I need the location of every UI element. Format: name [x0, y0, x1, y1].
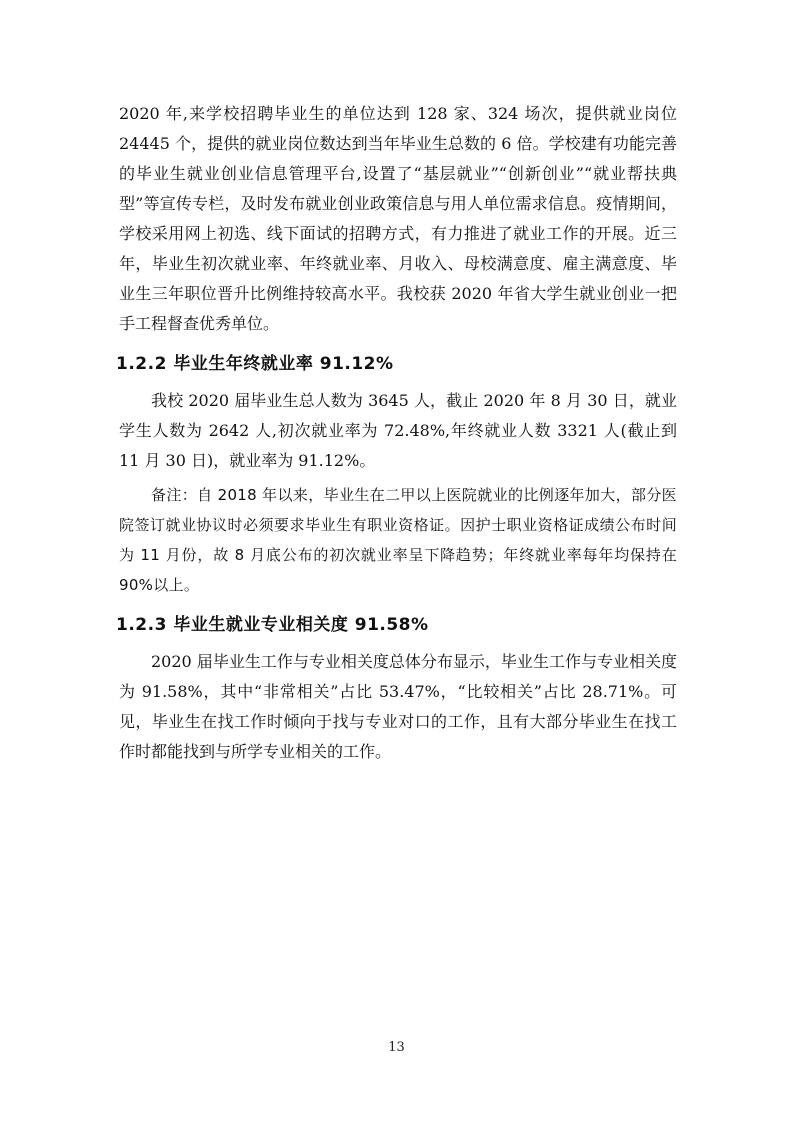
major-relevance-paragraph: 2020 届毕业生工作与专业相关度总体分布显示，毕业生工作与专业相关度为 91.58%，其中“非常相关”占比 53.47%，“比较相关”占比 28.71%。可见，毕业生在找工作时倾向于找与专业对口的工作，且有大部分毕业生在找工作时都能找到与所学专业相关的工作。	[119, 652, 677, 761]
employment-rate-paragraph: 我校 2020 届毕业生总人数为 3645 人，截止 2020 年 8 月 30 日，就业学生人数为 2642 人,初次就业率为 72.48%,年终就业人数 3321 人(截止到 11 月 30 日)，就业率为 91.12%。	[119, 391, 677, 470]
section-heading-1-2-3: 1.2.3 毕业生就业专业相关度 91.58%	[116, 615, 429, 635]
page-number: 13	[388, 1040, 405, 1055]
page-content	[116, 99, 677, 767]
intro-paragraph: 2020 年,来学校招聘毕业生的单位达到 128 家、324 场次，提供就业岗位 24445 个，提供的就业岗位数达到当年毕业生总数的 6 倍。学校建有功能完善的毕业生就业创业信息管理平台,设置了“基层就业”“创新创业”“就业帮扶典型”等宣传专栏，及时发布就业创业政策信息与用人单位需求信息。疫情期间，学校采用网上初选、线下面试的招聘方式，有力推进了就业工作的开展。近三年，毕业生初次就业率、年终就业率、月收入、母校满意度、雇主满意度、毕业生三年职位晋升比例维持较高水平。我校获 2020 年省大学生就业创业一把手工程督查优秀单位。	[119, 104, 677, 333]
section-heading-1-2-2: 1.2.2 毕业生年终就业率 91.12%	[116, 354, 394, 374]
employment-rate-note: 备注：自 2018 年以来，毕业生在二甲以上医院就业的比例逐年加大，部分医院签订就业协议时必须要求毕业生有职业资格证。因护士职业资格证成绩公布时间为 11 月份，故 8 月底公布的初次就业率呈下降趋势；年终就业率每年均保持在 90%以上。	[119, 486, 677, 594]
